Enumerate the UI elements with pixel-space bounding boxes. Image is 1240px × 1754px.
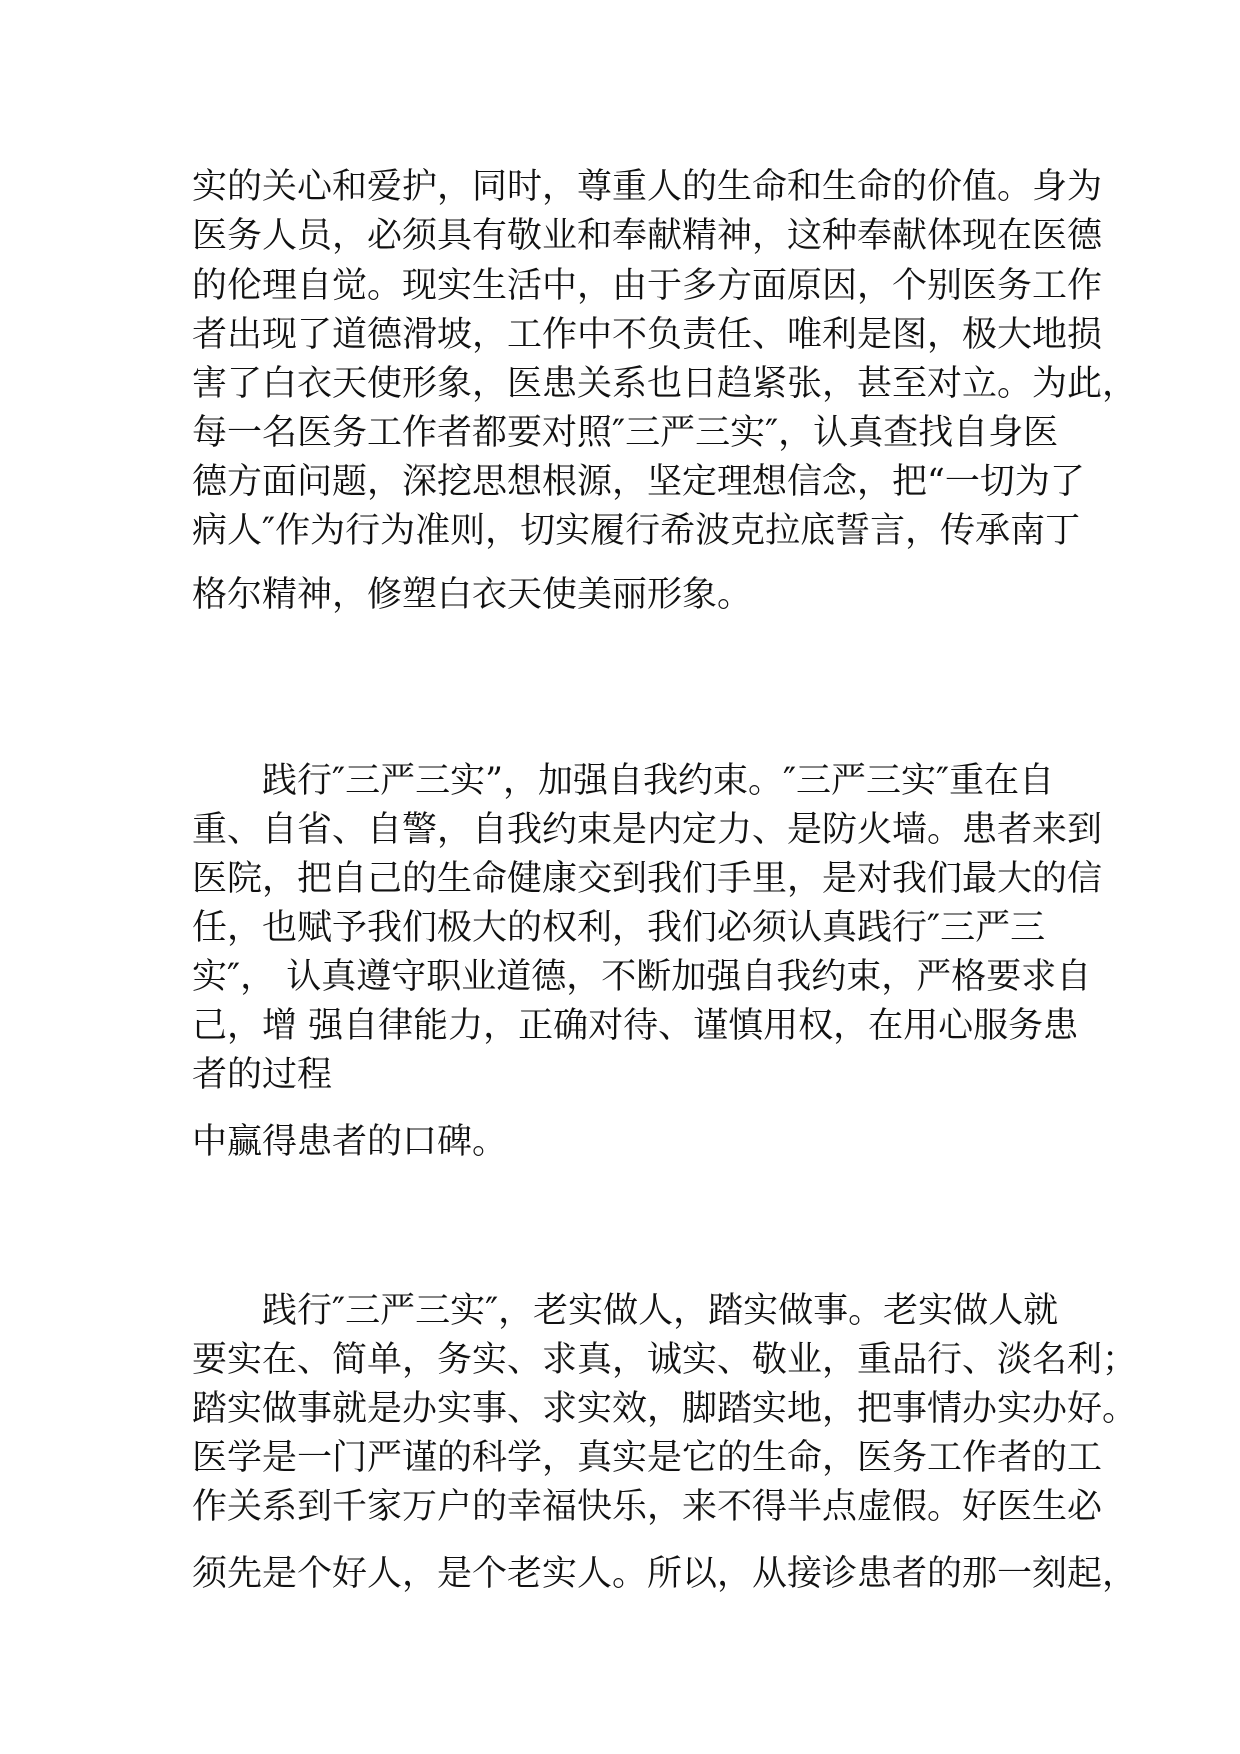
paragraph-2-line-3: 医院，把自己的生命健康交到我们手里，是对我们最大的信 bbox=[192, 859, 1103, 899]
paragraph-2-line-4: 任，也赋予我们极大的权利，我们必须认真践行″三严三 bbox=[192, 908, 1046, 948]
paragraph-1-line-2: 医务人员，必须具有敬业和奉献精神，这种奉献体现在医德 bbox=[192, 216, 1103, 256]
paragraph-3-line-2: 要实在、简单，务实、求真，诚实、敬业，重品行、淡名利； bbox=[192, 1340, 1138, 1380]
paragraph-2-line-1: 践行″三严三实”，加强自我约束。″三严三实″重在自 bbox=[262, 761, 1055, 801]
paragraph-2-line-8: 中赢得患者的口碑。 bbox=[192, 1122, 508, 1162]
paragraph-3-line-4: 医学是一门严谨的科学，真实是它的生命，医务工作者的工 bbox=[192, 1438, 1103, 1478]
paragraph-3-line-6: 须先是个好人，是个老实人。所以，从接诊患者的那一刻起， bbox=[192, 1554, 1138, 1594]
paragraph-3-line-3: 踏实做事就是办实事、求实效，脚踏实地，把事情办实办好。 bbox=[192, 1389, 1138, 1429]
paragraph-2-line-6: 己，增 强自律能力，正确对待、谨慎用权，在用心服务患 bbox=[192, 1006, 1079, 1046]
paragraph-2-line-2: 重、自省、自警，自我约束是内定力、是防火墙。患者来到 bbox=[192, 810, 1103, 850]
paragraph-2-line-7: 者的过程 bbox=[192, 1055, 333, 1095]
paragraph-1-line-1: 实的关心和爱护，同时，尊重人的生命和生命的价值。身为 bbox=[192, 167, 1103, 207]
paragraph-3-line-5: 作关系到千家万户的幸福快乐，来不得半点虚假。好医生必 bbox=[192, 1487, 1103, 1527]
paragraph-1-line-4: 者出现了道德滑坡，工作中不负责任、唯利是图，极大地损 bbox=[192, 315, 1103, 355]
paragraph-1-line-3: 的伦理自觉。现实生活中，由于多方面原因，个别医务工作 bbox=[192, 266, 1103, 306]
paragraph-1-line-8: 病人″作为行为准则，切实履行希波克拉底誓言，传承南丁 bbox=[192, 511, 1081, 551]
paragraph-1-line-6: 每一名医务工作者都要对照″三严三实″，认真查找自身医 bbox=[192, 413, 1059, 453]
paragraph-2-line-5: 实″， 认真遵守职业道德，不断加强自我约束，严格要求自 bbox=[192, 957, 1092, 997]
paragraph-3-line-1: 践行″三严三实″，老实做人，踏实做事。老实做人就 bbox=[262, 1291, 1059, 1331]
paragraph-1-line-9: 格尔精神，修塑白衣天使美丽形象。 bbox=[192, 575, 753, 615]
paragraph-1-line-7: 德方面问题，深挖思想根源，坚定理想信念，把“一切为了 bbox=[192, 462, 1085, 502]
paragraph-1-line-5: 害了白衣天使形象，医患关系也日趋紧张，甚至对立。为此， bbox=[192, 364, 1138, 404]
